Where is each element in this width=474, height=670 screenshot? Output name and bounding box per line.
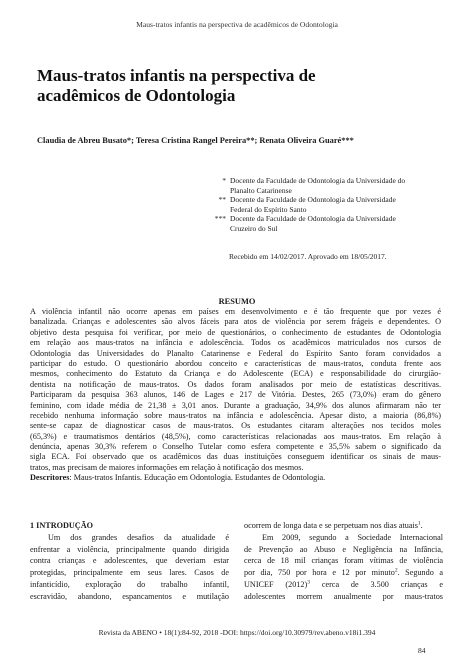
abstract-line: em relação aos maus-tratos na infância e adolescência. Todos os acadêmicos matriculados nos cursos de (30, 338, 441, 348)
body-line: enfrentar a violência, principalmente quando dirigida (30, 544, 229, 554)
abstract-line: participar do estudo. O questionário abordou conceito e características de maus-tratos, conduta frente aos (30, 358, 441, 368)
body-line: Em 2009, segundo a Sociedade Internacional (262, 532, 443, 542)
affiliation-line: Docente da Faculdade de Odontologia da Universidade (230, 214, 396, 223)
body-text: . Segundo a (397, 568, 443, 578)
affiliation-3 (212, 214, 447, 234)
abstract-line: tratos, mas precisam de maiores informações em relação à notificação dos mesmos. (30, 462, 304, 472)
descriptors-label: Descritores (30, 473, 70, 483)
abstract-line: recebido nenhuma informação sobre maus-tratos na infância e adolescência. Apesar disto, a maioria (86,8%) (30, 410, 441, 420)
affiliation-mark: *** (214, 214, 226, 223)
affiliation-line: Docente da Faculdade de Odontologia da Universidade (230, 195, 396, 204)
abstract-line: banalizada. Crianças e adolescentes são alvos fáceis para atos de violência por serem frágeis e dependentes. O (30, 317, 441, 327)
affiliation-text (230, 176, 440, 195)
abstract-line: sigla ECA. Foi observado que os acadêmicos das duas instituições conseguem identificar os sinais de maus- (30, 452, 441, 462)
left-column (30, 520, 229, 603)
citation-sup: 2 (394, 567, 398, 574)
abstract-body (30, 307, 441, 484)
descriptors (30, 473, 441, 483)
affiliation-line: Planalto Catarinense (230, 185, 292, 195)
page-number: 84 (418, 646, 426, 655)
body-text: ocorrem de longa data e se perpetuam nos dias atuais (244, 521, 418, 530)
section-heading: 1 INTRODUÇÃO (30, 521, 94, 530)
affiliation-2 (212, 195, 447, 215)
body-line: de Prevenção ao Abuso e Negligência na Infância, (244, 544, 443, 554)
body-line: ocorrem de longa data e se perpetuam nos dias atuais$^1$. (244, 520, 423, 530)
body-text: UNICEF (2012) (244, 579, 308, 589)
abstract-line: dentista na notificação de maus-tratos. Os dados foram analisados por meio de estatísticas descritivas. (30, 379, 441, 389)
abstract-line: sente-se capaz de diagnosticar casos de maus-tratos. Os estudantes citaram alterações nos tecidos moles (30, 421, 441, 431)
abstract-line: Participaram da pesquisa 363 alunos, 146 de Lages e 217 de Vitória. Destes, 265 (73,0%) eram do gênero (30, 390, 441, 400)
body-line: cerca de 18 mil crianças foram vítimas de violência (244, 556, 443, 566)
journal-footer: Revista da ABENO • 18(1):84-92, 2018 -DOI: https://doi.org/10.30979/rev.abeno.v18i1.394 (98, 628, 376, 637)
body-line: protegidas, principalmente em seus lares. Casos de (30, 568, 229, 578)
abstract-line: feminino, com idade média de 21,38 ± 3,01 anos. Durante a graduação, 34,9% dos alunos afirmaram não ter (30, 400, 441, 410)
article-title (37, 66, 437, 106)
authors: Claudia de Abreu Busato*; Teresa Cristina Rangel Pereira**; Renata Oliveira Guaré*** (37, 136, 354, 145)
body-line: adolescentes morrem anualmente por maus-tratos (244, 591, 443, 601)
abstract-line: A violência infantil não ocorre apenas em países em desenvolvimento e é tão frequente que por vezes é (30, 307, 441, 316)
body-text: por dia, 750 por hora e 12 por minuto (244, 568, 395, 578)
citation-sup: 1 (417, 520, 421, 527)
title-line-1: Maus-tratos infantis na perspectiva de (37, 66, 316, 85)
abstract-line: objetivo desta pesquisa foi verificar, por meio de questionários, o conhecimento de estudantes de Odontologia (30, 327, 441, 337)
abstract-line: denúncia, apenas 30,3% referem o Conselho Tutelar como esfera competente e 35,5% sabem o significado da (30, 442, 441, 452)
title-line-2: acadêmicos de Odontologia (37, 86, 236, 105)
abstract-line: mesmos, conhecimento do Estatuto da Criança e do Adolescente (ECA) e responsabilidade do cirurgião- (30, 369, 441, 379)
affiliation-mark: ** (218, 195, 226, 204)
body-line: infanticídio, exploração do trabalho infantil, (30, 579, 229, 589)
affiliation-line: Federal do Espírito Santo (230, 204, 307, 214)
affiliation-text (230, 195, 440, 214)
body-line (244, 567, 443, 579)
descriptors-text: : Maus-tratos Infantis. Educação em Odontologia. Estudantes de Odontologia. (69, 473, 326, 483)
affiliation-line: Cruzeiro do Sul (230, 223, 278, 233)
citation-sup: 3 (307, 579, 310, 586)
abstract-line: Odontologia das Universidades do Planalto Catarinense e Federal do Espírito Santo foram convidados a (30, 348, 441, 358)
abstract-heading: RESUMO (218, 297, 256, 306)
body-line: escravidão, abandono, espancamentos e mutilação (30, 591, 229, 601)
affiliation-text (230, 214, 440, 233)
right-column (244, 520, 443, 603)
affiliation-mark: * (222, 176, 226, 185)
body-line (244, 579, 443, 591)
body-line: contra crianças e adolescentes, que deveriam estar (30, 556, 229, 566)
affiliation-1 (212, 176, 447, 196)
body-line: Um dos grandes desafios da atualidade é (48, 532, 229, 542)
body-text: cerca de 3.500 crianças e (309, 579, 443, 589)
running-head: Maus-tratos infantis na perspectiva de acadêmicos de Odontologia (136, 20, 338, 29)
received-accepted-dates: Recebido em 14/02/2017. Aprovado em 18/05/2017. (229, 252, 387, 261)
abstract-line: (65,3%) e traumatismos dentários (48,5%), como características relacionadas aos maus-tratos. Em relação à (30, 431, 441, 441)
affiliation-line: Docente da Faculdade de Odontologia da Universidade do (230, 176, 406, 185)
